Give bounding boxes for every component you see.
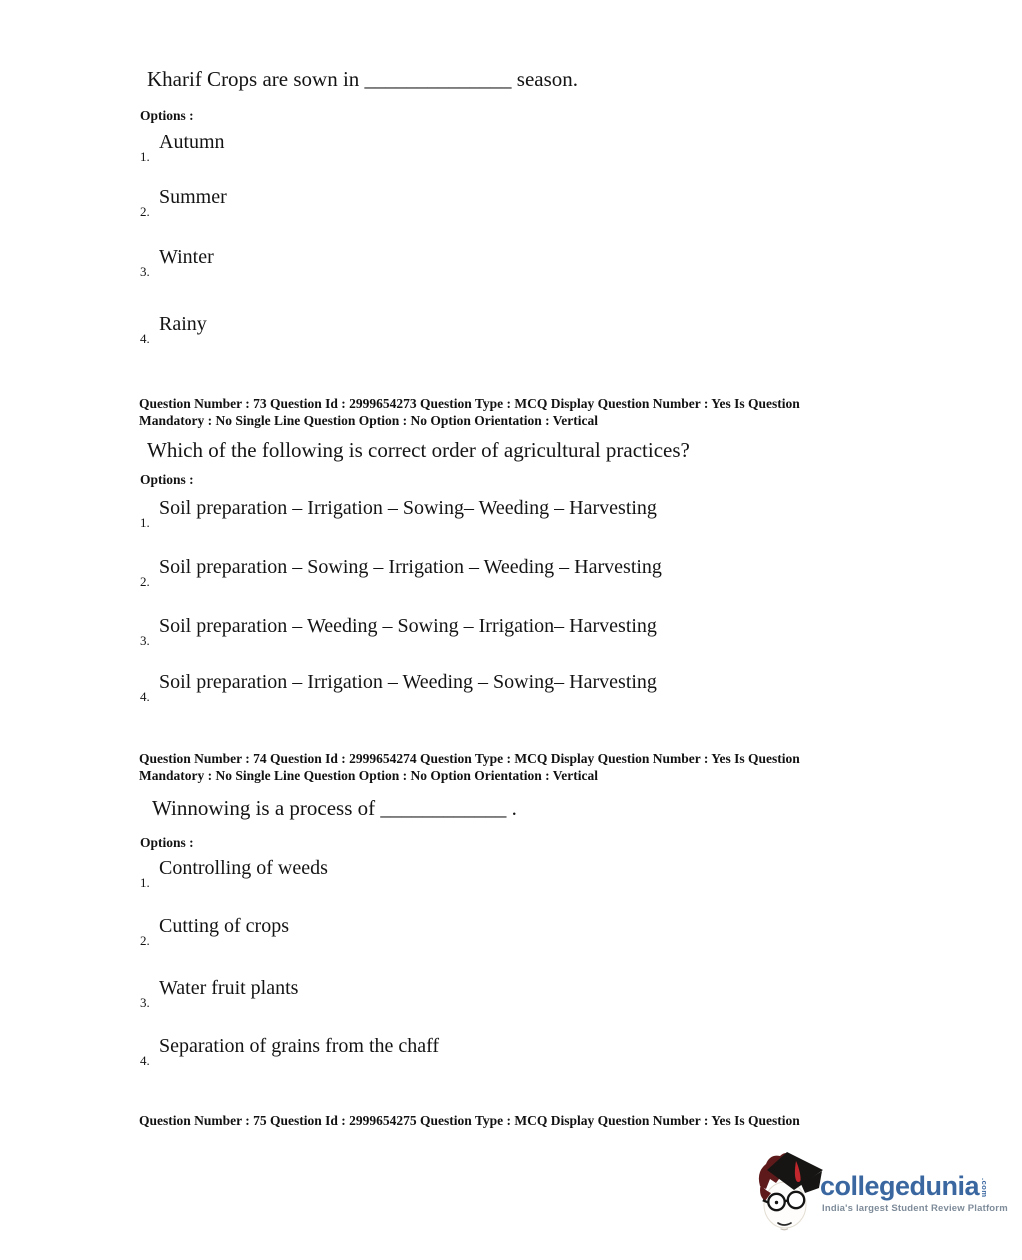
brand-domain-suffix: .com [980,1178,989,1198]
option-number: 4. [140,1053,150,1068]
option-label: Autumn [159,131,225,153]
option-label: Controlling of weeds [159,857,328,879]
options-heading: Options : [140,835,194,850]
question-text: Which of the following is correct order of agricultural practices? [147,438,690,462]
option-row [140,1035,440,1068]
question-meta [139,395,899,429]
option-label: Rainy [159,313,207,335]
options-heading: Options : [140,108,194,123]
brand-text: collegedunia [820,1171,980,1201]
question-text: Kharif Crops are sown in ______________ season. [147,67,579,91]
option-label: Cutting of crops [159,915,289,937]
question-meta [139,750,899,784]
question-meta-line: Mandatory : No Single Line Question Option : No Option Orientation : Vertical [139,413,599,428]
question-meta [139,1112,899,1129]
option-label: Soil preparation – Irrigation – Sowing– Weeding – Harvesting [159,497,657,519]
option-label: Soil preparation – Irrigation – Weeding – Sowing– Harvesting [159,671,657,693]
option-label: Winter [159,246,214,268]
option-number: 3. [140,995,150,1010]
option-label: Separation of grains from the chaff [159,1035,440,1057]
graduate-student-mascot-icon [756,1150,826,1242]
option-row [140,915,289,948]
option-row [140,246,214,279]
option-row [140,671,657,704]
option-label: Soil preparation – Weeding – Sowing – Irrigation– Harvesting [159,615,657,637]
brand-tagline: India's largest Student Review Platform [822,1203,1008,1214]
option-row [140,556,662,589]
option-number: 4. [140,689,150,704]
option-number: 3. [140,264,150,279]
option-row [140,977,299,1010]
question-meta-line: Question Number : 74 Question Id : 2999654274 Question Type : MCQ Display Question Number : Yes Is Question [139,751,800,766]
question-meta-line: Question Number : 73 Question Id : 2999654273 Question Type : MCQ Display Question Number : Yes Is Question [139,396,800,411]
option-row [140,131,225,164]
option-number: 3. [140,633,150,648]
option-row [140,186,227,219]
question-meta-line: Mandatory : No Single Line Question Option : No Option Orientation : Vertical [139,768,599,783]
option-row [140,313,207,346]
option-number: 1. [140,515,150,530]
option-number: 4. [140,331,150,346]
option-label: Soil preparation – Sowing – Irrigation – Weeding – Harvesting [159,556,662,578]
option-row [140,857,328,890]
option-number: 2. [140,204,150,219]
options-heading: Options : [140,472,194,487]
option-number: 1. [140,875,150,890]
option-number: 2. [140,574,150,589]
option-label: Water fruit plants [159,977,299,999]
question-meta-line: Question Number : 75 Question Id : 2999654275 Question Type : MCQ Display Question Number : Yes Is Question [139,1113,800,1128]
option-row [140,615,657,648]
option-label: Summer [159,186,227,208]
option-number: 2. [140,933,150,948]
question-text: Winnowing is a process of ____________ . [152,796,517,820]
collegedunia-logo [756,1150,1006,1245]
option-row [140,497,657,530]
option-number: 1. [140,149,150,164]
